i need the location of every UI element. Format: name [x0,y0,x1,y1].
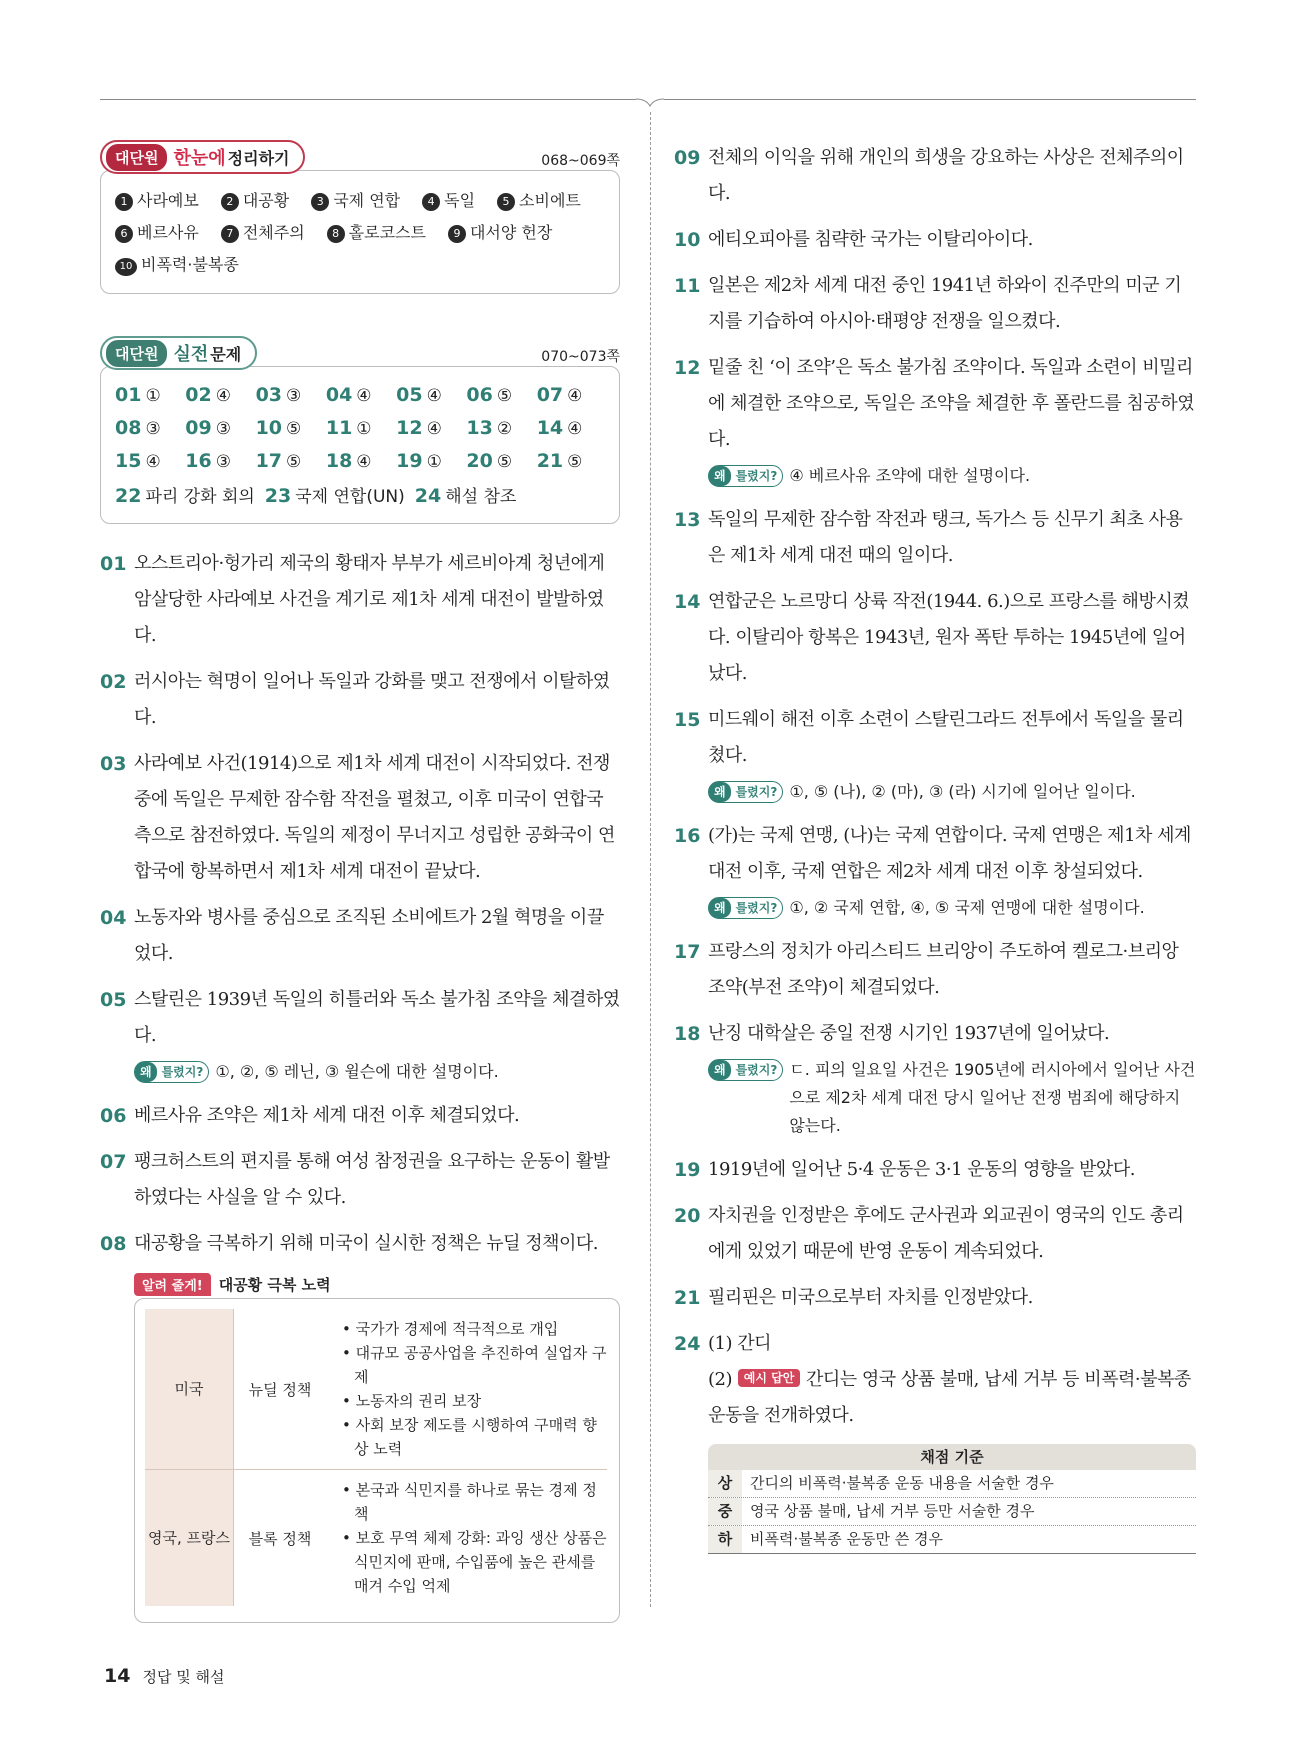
explanation-item-24 [674,1326,1196,1434]
scoring-row [708,1498,1196,1526]
answer-cell [415,487,517,507]
answer-choice: ③ [286,386,302,406]
item-text: (가)는 국제 연맹, (나)는 국제 연합이다. 국제 연맹은 제1차 세계 대전 이후, 국제 연합은 제2차 세계 대전 이후 창설되었다. [708,825,1191,882]
why-wrong-badge [708,897,783,919]
answer-choice: ③ [215,452,231,472]
item-text: 노동자와 병사를 중심으로 조직된 소비에트가 2월 혁명을 이끌었다. [134,907,604,964]
answer-cell [256,445,326,478]
answer-cell [326,445,396,478]
tip-bullet: • 노동자의 권리 보장 [342,1392,482,1410]
circled-number: 4 [422,193,440,211]
answer-cell [185,445,255,478]
summary-item [115,217,199,249]
answer-cell [466,379,536,412]
why-badge-a: 왜 [709,898,731,918]
answer-choice: ④ [356,452,372,472]
explanation-item-10 [674,222,1196,258]
explanation-item-01 [100,546,620,654]
answer-cell [185,412,255,445]
tip-bullet-text: 대규모 공공사업을 추진하여 실업자 구제 [354,1344,607,1386]
practice-pages: 070~073쪽 [541,349,620,365]
answer-number: 03 [255,384,283,406]
answer-choice: ① [426,452,442,472]
item-text: 프랑스의 정치가 아리스티드 브리앙이 주도하여 켈로그·브리앙 조약(부전 조약)이 체결되었다. [708,941,1179,998]
why-badge-a: 왜 [709,782,731,802]
answer-choice: ③ [145,419,161,439]
scoring-criterion: 비폭력·불복종 운동만 쓴 경우 [750,1530,943,1548]
tip-bullet: • 대규모 공공사업을 추진하여 실업자 구제 [342,1344,607,1386]
answer-choice: ④ [356,386,372,406]
answer-choice: ④ [567,386,583,406]
item-number: 19 [674,1159,701,1181]
why-badge-b: 틀렸지? [161,1065,204,1079]
item-text: 에티오피아를 침략한 국가는 이탈리아이다. [708,229,1033,250]
why-wrong-note [708,462,1196,490]
answer-cell [115,379,185,412]
tip-policy: 블록 정책 [234,1470,327,1607]
explanation-item-08 [100,1226,620,1262]
summary-title-a: 한눈에 [173,148,226,169]
answer-choice: ⑤ [496,452,513,472]
item-number: 16 [674,825,701,847]
tip-title: 대공황 극복 노력 [218,1275,331,1294]
item-number: 04 [100,907,127,929]
explanation-item-04 [100,900,620,972]
item-number: 21 [674,1287,701,1309]
answer-number: 04 [325,384,353,406]
explanation-item-21 [674,1280,1196,1316]
item-number: 10 [674,229,701,251]
why-wrong-badge [708,465,783,487]
circled-number: 2 [221,193,239,211]
circled-number: 7 [221,225,239,243]
item-number: 12 [674,357,701,379]
item-number: 06 [100,1105,127,1127]
item-number: 13 [674,509,701,531]
summary-row [115,217,607,249]
summary-pages: 068~069쪽 [541,153,620,169]
answer-number: 16 [185,450,212,472]
why-wrong-text: ①, ⑤ (나), ② (마), ③ (라) 시기에 일어난 일이다. [789,782,1136,801]
q24-part1: (1) 간디 [708,1333,771,1354]
answer-choice: ⑤ [567,452,583,472]
answer-number: 09 [185,417,212,439]
item-text: 사라예보 사건(1914)으로 제1차 세계 대전이 시작되었다. 전쟁 중에 독일은 무제한 잠수함 작전을 펼쳤고, 이후 미국이 연합국 측으로 참전하였다. 독일의 제정이 무너지고 성립한 공화국이 연합국에 항복하면서 제1차 세계 대전이 끝났다. [134,753,615,882]
item-number: 08 [100,1233,127,1255]
answer-choice: ⑤ [286,419,302,439]
scoring-row [708,1470,1196,1498]
tip-bullet-text: 보호 무역 체제 강화: 과잉 생산 상품은 식민지에 판매, 수입품에 높은 관세를 매겨 수입 억제 [354,1529,607,1595]
answer-cell [396,412,466,445]
summary-item [497,185,581,217]
explanation-item-15 [674,702,1196,774]
item-text: 러시아는 혁명이 일어나 독일과 강화를 맺고 전쟁에서 이탈하였다. [134,671,610,728]
scoring-criterion: 영국 상품 불매, 납세 거부 등만 서술한 경우 [750,1502,1035,1520]
scoring-row [708,1526,1196,1554]
summary-item-text: 사라예보 [137,191,199,210]
item-text: 팽크허스트의 편지를 통해 여성 참정권을 요구하는 운동이 활발하였다는 사실을 알 수 있다. [134,1151,610,1208]
answer-cell [396,379,466,412]
tip-badge: 알려 줄게! [134,1273,211,1296]
tip-row [145,1470,607,1607]
answer-cell [326,379,396,412]
answer-number: 17 [255,450,283,472]
practice-title-b: 문제 [210,344,242,364]
answer-number: 10 [255,417,283,439]
item-number: 03 [100,753,127,775]
answer-number: 23 [264,485,292,507]
tip-points [326,1309,607,1470]
answer-cell [537,445,607,478]
answer-cell [115,412,185,445]
tip-bullet-text: 국가가 경제에 적극적으로 개입 [355,1320,559,1338]
answer-last-row [115,480,607,513]
right-explanations [674,140,1196,1316]
scoring-table [708,1444,1196,1554]
answer-choice: ① [356,419,372,439]
tip-row [145,1309,607,1470]
why-wrong-badge [708,1059,783,1081]
explanation-item-13 [674,502,1196,574]
answer-choice: ⑤ [496,386,513,406]
answer-number: 05 [396,384,423,406]
summary-header [100,140,620,174]
answer-number: 24 [414,485,442,507]
item-number: 14 [674,591,701,613]
explanation-item-07 [100,1144,620,1216]
item-number: 17 [674,941,701,963]
summary-item-text: 비폭력·불복종 [141,255,239,274]
summary-item-text: 대공황 [242,191,290,210]
summary-item-text: 전체주의 [242,223,305,242]
tip-bullet-text: 노동자의 권리 보장 [355,1392,482,1410]
summary-item [422,185,475,217]
example-answer-badge: 예시 답안 [738,1369,801,1387]
answer-cell [396,445,466,478]
circled-number: 5 [497,193,515,211]
answer-number: 15 [115,450,142,472]
explanation-item-03 [100,746,620,890]
why-badge-b: 틀렸지? [735,1063,778,1077]
footer-label: 정답 및 해설 [142,1668,225,1686]
summary-item [115,185,199,217]
page-number: 14 [104,1665,131,1687]
answer-cell [537,412,607,445]
item-text: 베르사유 조약은 제1차 세계 대전 이후 체결되었다. [134,1105,520,1126]
summary-item-text: 대서양 헌장 [469,223,553,242]
answer-number: 02 [185,384,212,406]
item-text: 연합군은 노르망디 상륙 작전(1944. 6.)으로 프랑스를 해방시켰다. 이탈리아 항복은 1943년, 원자 폭탄 투하는 1945년에 일어났다. [708,591,1190,684]
item-text: 미드웨이 해전 이후 소련이 스탈린그라드 전투에서 독일을 물리쳤다. [708,709,1184,766]
why-wrong-badge [134,1061,209,1083]
why-wrong-text: ①, ②, ⑤ 레닌, ③ 윌슨에 대한 설명이다. [215,1062,499,1081]
answer-cell [115,445,185,478]
item-text: 독일의 무제한 잠수함 작전과 탱크, 독가스 등 신무기 최초 사용은 제1차 세계 대전 때의 일이다. [708,509,1183,566]
practice-header [100,336,620,370]
answer-number: 19 [396,450,423,472]
tip-bullet: • 보호 무역 체제 강화: 과잉 생산 상품은 식민지에 판매, 수입품에 높은 관세를 매겨 수입 억제 [342,1529,607,1595]
answer-number: 20 [466,450,493,472]
answer-number: 01 [115,384,142,406]
answer-choice: ④ [426,419,442,439]
why-wrong-text: ④ 베르사유 조약에 대한 설명이다. [789,466,1031,485]
explanation-item-06 [100,1098,620,1134]
item-text: 스탈린은 1939년 독일의 히틀러와 독소 불가침 조약을 체결하였다. [134,989,620,1046]
circled-number: 8 [327,225,345,243]
left-explanations [100,546,620,1262]
right-column [674,140,1196,1554]
item-number: 07 [100,1151,127,1173]
answer-choice: ④ [567,419,583,439]
explanation-item-05 [100,982,620,1054]
tip-bullet: • 국가가 경제에 적극적으로 개입 [342,1320,559,1338]
tip-country: 미국 [145,1309,234,1470]
answer-cell [537,379,607,412]
item-text: 자치권을 인정받은 후에도 군사권과 외교권이 영국의 인도 총리에게 있었기 때문에 반영 운동이 계속되었다. [708,1205,1184,1262]
summary-item [327,217,426,249]
why-wrong-note [708,1056,1196,1140]
answer-cell [256,379,326,412]
answer-number: 18 [325,450,353,472]
summary-item-text: 소비에트 [519,191,581,210]
answer-cell [115,487,255,507]
why-wrong-text: ①, ② 국제 연합, ④, ⑤ 국제 연맹에 대한 설명이다. [789,898,1145,917]
why-wrong-note [708,778,1196,806]
item-text: 전체의 이익을 위해 개인의 희생을 강요하는 사상은 전체주의이다. [708,147,1184,204]
explanation-item-02 [100,664,620,736]
answer-number: 22 [115,485,142,507]
answer-text: 국제 연합(UN) [295,487,405,507]
why-badge-a: 왜 [135,1062,157,1082]
answer-grid [115,379,607,478]
answer-number: 21 [536,450,564,472]
top-rule-left [100,99,636,100]
scoring-level: 중 [708,1498,742,1525]
explanation-item-09 [674,140,1196,212]
answer-cell [265,487,405,507]
item-number: 20 [674,1205,701,1227]
item-text: 필리핀은 미국으로부터 자치를 인정받았다. [708,1287,1033,1308]
why-badge-a: 왜 [709,466,731,486]
explanation-item-19 [674,1152,1196,1188]
left-column [100,140,620,1623]
item-text: 오스트리아·헝가리 제국의 황태자 부부가 세르비아계 청년에게 암살당한 사라예보 사건을 계기로 제1차 세계 대전이 발발하였다. [134,553,605,646]
answer-cell [466,445,536,478]
why-badge-b: 틀렸지? [735,469,778,483]
answer-text: 파리 강화 회의 [145,487,255,507]
summary-item-text: 베르사유 [137,223,199,242]
scoring-level: 하 [708,1526,742,1553]
practice-tag: 대단원 [106,340,167,367]
why-wrong-note [708,894,1196,922]
top-rule-right [664,99,1196,100]
explanation-item-11 [674,268,1196,340]
summary-item [221,217,305,249]
summary-row [115,185,607,217]
answer-number: 13 [466,417,493,439]
scoring-level: 상 [708,1470,742,1497]
q24-part2: 간디는 영국 상품 불매, 납세 거부 등 비폭력·불복종 운동을 전개하였다. [708,1369,1191,1426]
answer-choice: ① [145,386,161,406]
item-text: 대공황을 극복하기 위해 미국이 실시한 정책은 뉴딜 정책이다. [134,1233,598,1254]
why-wrong-text: ㄷ. 피의 일요일 사건은 1905년에 러시아에서 일어난 사건으로 제2차 세계 대전 당시 일어난 전쟁 범죄에 해당하지 않는다. [789,1060,1196,1135]
circled-number: 6 [115,225,133,243]
why-badge-a: 왜 [709,1060,731,1080]
answer-number: 14 [536,417,564,439]
explanation-item-17 [674,934,1196,1006]
tip-policy: 뉴딜 정책 [234,1309,327,1470]
item-text: 밑줄 친 ‘이 조약’은 독소 불가침 조약이다. 독일과 소련이 비밀리에 체결한 조약으로, 독일은 조약을 체결한 후 폴란드를 침공하였다. [708,357,1195,450]
scoring-title: 채점 기준 [708,1444,1196,1470]
tip-bullet: • 본국과 식민지를 하나로 묶는 경제 정책 [342,1481,597,1523]
item-number: 11 [674,275,701,297]
answer-choice: ③ [215,419,231,439]
practice-title-a: 실전 [173,344,209,365]
tip-bullet-text: 본국과 식민지를 하나로 묶는 경제 정책 [354,1481,597,1523]
why-wrong-badge [708,781,783,803]
q24-part2-prefix: (2) [708,1369,732,1390]
item-number: 09 [674,147,701,169]
summary-item-text: 국제 연합 [333,191,401,210]
why-badge-b: 틀렸지? [735,901,778,915]
summary-item [115,249,239,281]
tip-country: 영국, 프랑스 [145,1470,234,1607]
tip-points [326,1470,607,1607]
scoring-criterion: 간디의 비폭력·불복종 운동 내용을 서술한 경우 [750,1474,1054,1492]
top-rule-notch [636,92,664,112]
explanation-item-12 [674,350,1196,458]
answer-cell [326,412,396,445]
explanation-item-14 [674,584,1196,692]
circled-number: 1 [115,193,133,211]
summary-item [311,185,400,217]
summary-row [115,249,607,281]
answer-choice: ④ [145,452,161,472]
tip-table [145,1309,607,1606]
answer-number: 12 [396,417,423,439]
summary-title-b: 정리하기 [227,148,290,168]
item-text: 난징 대학살은 중일 전쟁 시기인 1937년에 일어났다. [708,1023,1110,1044]
answer-number: 11 [325,417,353,439]
circled-number: 9 [448,225,466,243]
why-badge-b: 틀렸지? [735,785,778,799]
why-wrong-note [134,1058,620,1086]
answer-cell [185,379,255,412]
answer-number: 06 [466,384,493,406]
column-divider [650,112,651,1607]
item-number: 18 [674,1023,701,1045]
summary-item [221,185,289,217]
summary-tag: 대단원 [106,144,167,171]
item-number: 01 [100,553,127,575]
answer-box [100,366,620,524]
item-text: 1919년에 일어난 5·4 운동은 3·1 운동의 영향을 받았다. [708,1159,1135,1180]
answer-number: 08 [115,417,142,439]
tip-header [134,1272,620,1296]
item-number: 15 [674,709,701,731]
answer-text: 해설 참조 [445,487,517,507]
tip-box [134,1298,620,1623]
page-footer [104,1665,224,1687]
circled-number: 3 [311,193,329,211]
answer-cell [466,412,536,445]
tip-bullet: • 사회 보장 제도를 시행하여 구매력 향상 노력 [342,1416,597,1458]
summary-item-text: 홀로코스트 [348,223,426,242]
summary-box [100,170,620,294]
explanation-item-20 [674,1198,1196,1270]
explanation-item-16 [674,818,1196,890]
item-number: 24 [674,1333,701,1355]
answer-choice: ④ [215,386,231,406]
item-number: 05 [100,989,127,1011]
answer-number: 07 [536,384,564,406]
summary-item [448,217,552,249]
explanation-item-18 [674,1016,1196,1052]
answer-choice: ② [496,419,513,439]
answer-choice: ④ [426,386,442,406]
summary-item-text: 독일 [444,191,476,210]
circled-number: 10 [115,258,137,276]
tip-bullet-text: 사회 보장 제도를 시행하여 구매력 향상 노력 [354,1416,597,1458]
item-text: 일본은 제2차 세계 대전 중인 1941년 하와이 진주만의 미군 기지를 기습하여 아시아·태평양 전쟁을 일으켰다. [708,275,1182,332]
answer-cell [256,412,326,445]
answer-choice: ⑤ [286,452,302,472]
item-number: 02 [100,671,127,693]
